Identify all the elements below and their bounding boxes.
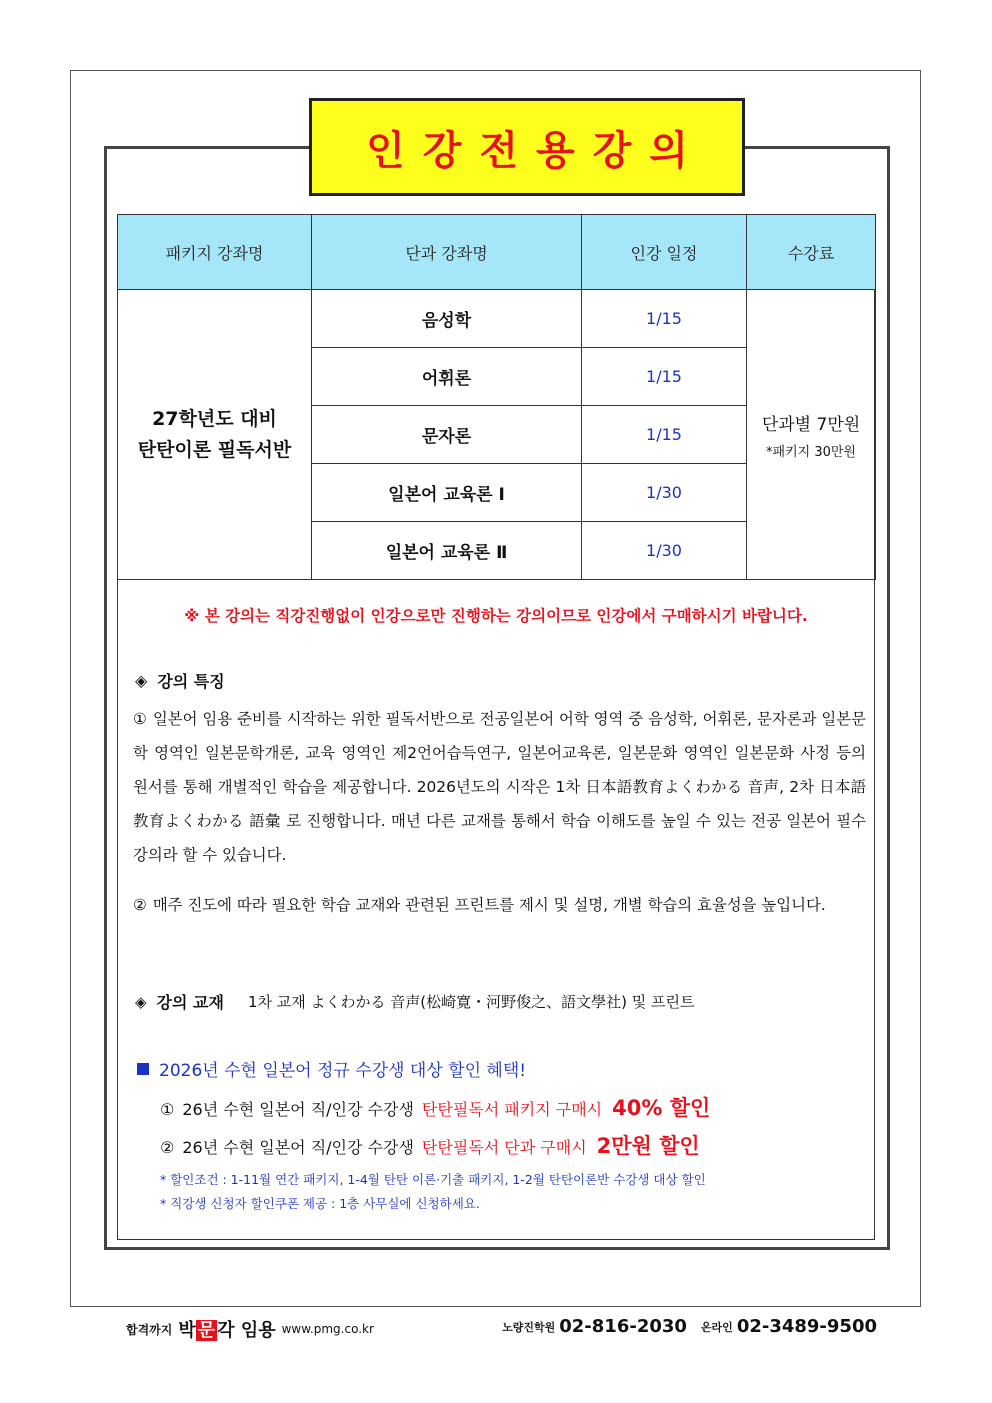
fee-cell: [747, 290, 876, 580]
textbook-section: [135, 990, 694, 1013]
features-heading: [135, 669, 225, 692]
package-name-line2: 탄탄이론 필독서반: [137, 438, 292, 461]
feature-paragraph-2: [133, 888, 866, 922]
feature-1-text: 일본어 임용 준비를 시작하는 위한 필독서반으로 전공일본어 어학 영역 중 음성학, 어휘론, 문자론과 일본문학 영역인 일본문학개론, 교육 영역인 제2언어습득연구, 일본어교육론, 일본문화 영역인 일본문화 사정 등의 원서를 통해 개별적인 학습을 제공합니다. 2026년도의 시작은 1차 日本語教育よくわかる 音声, 2차 日本語教育よくわかる 語彙 로 진행합니다. 매년 다른 교재를 통해서 학습 이해도를 높일 수 있는 전공 일본어 필수 강의라 할 수 있습니다.: [133, 710, 866, 864]
feature-2-text: 매주 진도에 따라 필요한 학습 교재와 관련된 프린트를 제시 및 설명, 개별 학습의 효율성을 높입니다.: [152, 896, 826, 914]
coupon-note: * 직강생 신청자 할인쿠폰 제공 : 1층 사무실에 신청하세요.: [160, 1196, 480, 1211]
discount-1-condition: 탄탄필독서 패키지 구매시: [421, 1100, 603, 1119]
header-schedule: 인강 일정: [582, 215, 747, 290]
table-header-row: [118, 215, 876, 290]
discount-1-prefix: 26년 수현 일본어 직/인강 수강생: [182, 1100, 414, 1119]
discount-condition-note: * 할인조건 : 1-11월 연간 패키지, 1-4월 탄탄 이론·기출 패키지, 1-2월 탄탄이론반 수강생 대상 할인: [160, 1172, 706, 1187]
course-name: 일본어 교육론 Ⅱ: [312, 522, 582, 580]
diamond-bullet-icon: ◈: [135, 671, 148, 690]
footer-contacts: [502, 1316, 877, 1337]
discount-2-condition: 탄탄필독서 단과 구매시: [421, 1138, 587, 1157]
fee-main: 단과별 7만원: [761, 414, 861, 435]
discount-1-amount: 40% 할인: [612, 1096, 711, 1120]
features-heading-label: 강의 특징: [157, 672, 225, 691]
fee-package: *패키지 30만원: [766, 444, 856, 460]
course-table: [117, 214, 876, 580]
discount-title-text: 2026년 수현 일본어 정규 수강생 대상 할인 혜택!: [159, 1061, 527, 1081]
header-fee: 수강료: [747, 215, 876, 290]
course-date: 1/15: [582, 290, 747, 348]
brand-logo: 박 문 각 임용: [178, 1320, 276, 1341]
course-date: 1/15: [582, 406, 747, 464]
table-row: [118, 290, 876, 348]
square-bullet-icon: [137, 1063, 149, 1075]
textbook-text: 1차 교재 よくわかる 音声(松崎寛・河野俊之、語文學社) 및 프린트: [247, 993, 695, 1011]
discount-title: [137, 1056, 526, 1081]
discount-2-number: ②: [160, 1138, 175, 1157]
title-box: [309, 98, 745, 196]
textbook-heading: 강의 교재: [156, 993, 224, 1012]
package-name-line1: 27학년도 대비: [152, 407, 277, 430]
package-cell: [118, 290, 312, 580]
course-name: 어휘론: [312, 348, 582, 406]
offline-phone: 02-816-2030: [559, 1316, 687, 1337]
discount-line-1: [160, 1092, 710, 1122]
feature-2-number: ②: [133, 896, 147, 914]
offline-label: 노량진학원: [502, 1320, 556, 1334]
header-package: 패키지 강좌명: [118, 215, 312, 290]
discount-line-2: [160, 1130, 700, 1160]
diamond-bullet-icon: ◈: [135, 992, 147, 1011]
online-phone: 02-3489-9500: [736, 1316, 877, 1337]
course-name: 일본어 교육론 Ⅰ: [312, 464, 582, 522]
feature-1-number: ①: [133, 710, 147, 728]
footer-url[interactable]: www.pmg.co.kr: [281, 1322, 374, 1336]
page-title: 인강전용강의: [366, 127, 706, 174]
discount-2-amount: 2만원 할인: [596, 1134, 700, 1158]
feature-paragraph-1: [133, 702, 866, 872]
discount-2-prefix: 26년 수현 일본어 직/인강 수강생: [182, 1138, 414, 1157]
online-label: 온라인: [700, 1320, 733, 1334]
footer-brand: [126, 1316, 374, 1342]
course-date: 1/15: [582, 348, 747, 406]
header-course: 단과 강좌명: [312, 215, 582, 290]
footer-slogan: 합격까지: [126, 1322, 173, 1337]
online-only-notice: ※ 본 강의는 직강진행없이 인강으로만 진행하는 강의이므로 인강에서 구매하시기 바랍니다.: [184, 607, 808, 625]
course-name: 음성학: [312, 290, 582, 348]
discount-1-number: ①: [160, 1100, 175, 1119]
course-date: 1/30: [582, 464, 747, 522]
course-name: 문자론: [312, 406, 582, 464]
course-date: 1/30: [582, 522, 747, 580]
